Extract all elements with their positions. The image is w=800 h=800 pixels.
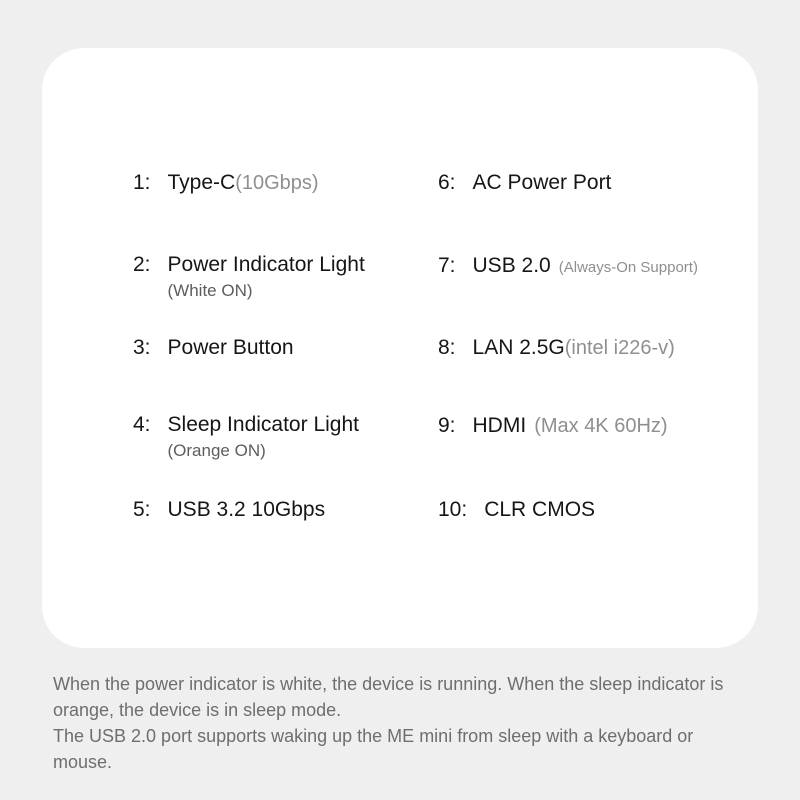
legend-row-5 <box>133 496 325 524</box>
footer-notes <box>53 671 755 775</box>
legend-row-2 <box>133 251 365 302</box>
item-number: 3: <box>133 336 151 359</box>
legend-row-10 <box>438 496 595 524</box>
legend-row-4 <box>133 411 359 462</box>
item-main-line <box>168 251 365 279</box>
item-label: AC Power Port <box>472 171 612 194</box>
item-main-line <box>473 252 698 282</box>
item-main-line <box>168 496 326 524</box>
item-number: 7: <box>438 254 456 277</box>
item-label: USB 3.2 10Gbps <box>167 498 326 521</box>
item-label: USB 2.0 <box>472 254 551 277</box>
item-number: 8: <box>438 336 456 359</box>
item-text <box>473 412 668 440</box>
item-text <box>168 496 326 524</box>
legend-row-8 <box>438 334 675 362</box>
item-main-line <box>168 334 294 362</box>
item-label: HDMI <box>472 414 527 437</box>
item-number: 1: <box>133 171 151 194</box>
legend-card <box>42 48 758 648</box>
item-subnote: (White ON) <box>167 281 253 300</box>
item-number: 10: <box>438 498 468 521</box>
item-main-line <box>473 169 612 197</box>
item-text <box>168 251 365 302</box>
item-main-line <box>168 169 319 197</box>
footer-note-indicator: When the power indicator is white, the device is running. When the sleep indicator is orange, the device is in sleep mode. <box>53 674 724 720</box>
legend-row-1 <box>133 169 319 197</box>
item-number: 5: <box>133 498 151 521</box>
item-annotation: (Always-On Support) <box>558 259 698 276</box>
item-text <box>168 169 319 197</box>
item-label: CLR CMOS <box>484 498 596 521</box>
item-label: Power Indicator Light <box>167 253 365 276</box>
item-text <box>484 496 595 524</box>
item-main-line <box>484 496 595 524</box>
item-subnote: (Orange ON) <box>167 441 266 460</box>
item-label: Power Button <box>167 336 294 359</box>
footer-note-usb-wake: The USB 2.0 port supports waking up the ME mini from sleep with a keyboard or mouse. <box>53 726 694 772</box>
item-annotation: (Max 4K 60Hz) <box>534 415 668 437</box>
item-number: 9: <box>438 414 456 437</box>
item-number: 6: <box>438 171 456 194</box>
item-annotation: (10Gbps) <box>235 172 319 194</box>
legend-row-7 <box>438 252 698 282</box>
item-label: LAN 2.5G <box>472 336 565 359</box>
item-number: 4: <box>133 413 151 436</box>
item-label: Type-C <box>167 171 236 194</box>
item-main-line <box>473 334 675 362</box>
item-main-line <box>473 412 668 440</box>
legend-row-6 <box>438 169 611 197</box>
item-text <box>168 411 359 462</box>
item-annotation: (intel i226-v) <box>564 337 675 359</box>
item-number: 2: <box>133 253 151 276</box>
item-text <box>473 169 612 197</box>
item-text <box>168 334 294 362</box>
item-text <box>473 252 698 282</box>
legend-row-9 <box>438 412 668 440</box>
item-label: Sleep Indicator Light <box>167 413 359 436</box>
legend-row-3 <box>133 334 294 362</box>
item-main-line <box>168 411 359 439</box>
item-text <box>473 334 675 362</box>
